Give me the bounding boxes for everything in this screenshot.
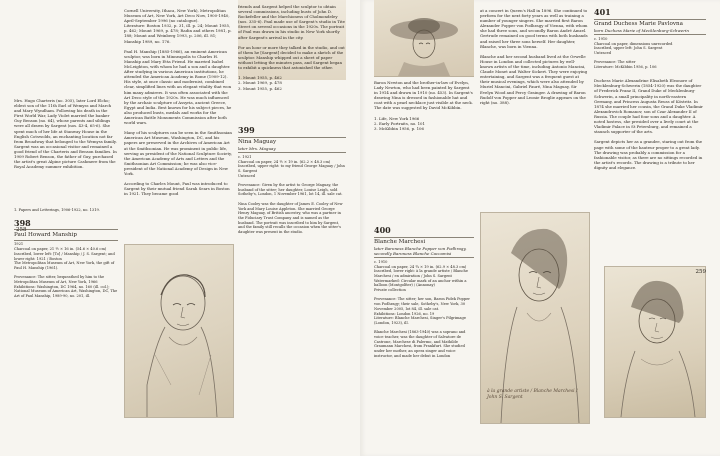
right-page-number: 259 [695,269,706,276]
entry-399-body: c. 1921 Charcoal on paper, 24 ½ × 19 in. (62.2 × 48.3 cm) Inscribed, upper right: to my friend George Maguay / John S. Sargent Untraced Provenance: Given by the artist to George Maguay, the husband of the sitter; her daughter, Louise Leigh, sold Sotheby's, London, 1 November 1961, lot 14, ill. sale cat. Nina Cooley was the daughter of James E. Cooley of New York and Mary Louise Appleton. She married George Henry Maguay, of British ancestry, who was a partner in the Fiduciary Trust Company and is named as the husband. The portrait was inscribed to him by Sargent, and the family still recalls the occasion when the sitter's daughter was present in the studio. [238,154,345,235]
entry-401-rule-2 [594,34,706,35]
entry-399-number: 399 [238,125,255,135]
entry-399-rule [238,137,346,138]
entry-400-body: c. 1910 Charcoal on paper, 24 ¾ × 19 in. (62.9 × 48.3 cm) Inscribed, lower right: à la grande artiste / Blanche Marchesi / en admiration / John S. Sargent Watermarked: Circular mark of an anchor within a balloon (Montgolfier) / (Annonay) Private collection Provenance: The sitter; her son, Baron Pidek Popper von Podhragy; their sale, Sotheby's, New York, 30 November 2005, lot 84, ill. sale cat. Exhibitions: London 1926, no. 19 Literature: Blanche Marchesi, Singer's Pilgrimage (London, 1923), ill. Blanche Marchesi (1863-1940) was a soprano and voice teacher, was the daughter of Salvatore de Castrone, Marchese di Palermo, and Mathilde Graumann Marchesi, from Frankfurt. She studied under her mother, an opera singer and voice instructor, and made her debut in London [374,259,471,358]
maguay-portrait-sketch [374,0,474,76]
right-col2-text: at a concert in Queen's Hall in 1896. She continued to perform for the next forty years as well as training a number of younger singers. She married first Baron Alexander Popper von Podhragy of Vienna, with whom she had three sons, and secondly Baron André Amzel. Gertrude remained on good terms with both husbands and raised her three sons herself. Her daughter, Blanche, was born in Vienna. Blanche and her second husband lived at the Orwelle House in London and collected pictures by well-known artists of the time, including Antonio Mancini, Claude Monet and Walter Sickert. They were enjoying entertaining, and Sargent was a frequent guest at their musical evenings, which were also attended by Muriel Mancini, Gabriel Fauré, Nina Maguay, Sir Evelyn Wood and Percy Grainger. A drawing of Baron Rudolf von Popper and Leonie Broglie appears on the right (no. 388). [480,8,588,105]
right-page [360,0,720,456]
grand-duchess-drawing [604,266,706,418]
entry-401-number: 401 [594,7,611,17]
entry-399-rule-2 [238,152,346,153]
entry-398-number: 398 [14,217,31,228]
col3-text: friends and Sargent helped the sculptor to obtain several commissions, including busts of John D. Rockefeller and the Marchioness of Cholmondeley (nos. 335-6). Paul made use of Sargent's studio in Tite Street on several occasions in the 1920s. The portrait of Paul was drawn in his studio in New York shortly after Sargent's arrival in the city. For an hour or more they talked in the studio, and out of them he [Sargent] decided to make a sketch of the sculptor. Manship whipped out a sheet of paper without letting the minutes pass, and Sargent began to exhibit a quickness that astonished the other. 1. Mount 1955, p. 462 2. Mount 1969, p. 478 3. Mount 1955, p. 462 [238,4,345,91]
entry-399-title: Nina Maguay [238,139,277,145]
right-column-3 [594,0,706,280]
entry-400-title: Blanche Marchesi [374,239,426,245]
entry-398-title: Paul Howard Manship [14,231,77,238]
manship-drawing [124,244,234,418]
entry-401-essay: Duchess Marie Alexandrine Elisabeth Eleonore of Mecklenburg-Schwerin (1854-1920) was the daughter of Frederick Franz II, Grand Duke of Mecklenburg-Schwerin, a small principality in north-eastern Germany, and Princess Augusta Reuss of Köstritz. In 1874 she married her cousin, the Grand Duke Vladimir Alexandrovich Romanov, son of Czar Alexander II of Russia. The couple had four sons and a daughter. A noted hostess, she presided over a lively court at the Vladimir Palace in St Petersburg, and remained a staunch supporter of the arts. Sargent depicts her as a grandee, staring out from the page with some of the hauteur proper to a great lady. The drawing was probably a commission for a fashionable visitor, as there are no sittings recorded in the artist's records. The drawing is a tribute to her dignity and elegance. [594,78,703,170]
entry-401-title: Grand Duchess Marie Pavlovna [594,21,683,27]
col2-text: Cornell University, Ithaca, New York), Metropolitan Museum of Art, New York, Art Deco Now, 1900-1940, April-September 1996 (no catalogue). Literature: Boston 1932, p. 31, ill. p. 24; Mount 1955, p. 462; Mount 1969, p. 478; Radin and others 1981, p. 188; Mount and Weinberg 1993, p. 206, ill. 81; Manship 1989, no. 176. Paul H. Manship (1885-1966), an eminent American sculptor, was born in Minneapolis to Charles H. Manship and Mary Etta Friend. He married Isabel McLeighton, with whom he had a son and a daughter. After studying in various American institutions, he attended the American Academy in Rome (1909-12). His style, at once classic and modernist, combined clear, simplified lines with an elegant vitality that won him many admirers. It was often associated with the Art Deco style of the 1920s. He was much influenced by the archaic sculpture of Assyria, ancient Greece, Egypt and India. Best known for his subject pieces, he also produced busts, medals and works for the American Battle Monuments Commission after both world wars. Many of his sculptures can be seen in the Smithsonian American Art Museum, Washington, DC, and his papers are preserved in the Archives of American Art at the Smithsonian. He was prominent in public life, serving as president of the National Sculpture Society, the American Academy of Arts and Letters and the Smithsonian Art Commission; he was also vice-president of the National Academy of Design in New York. According to Charles Mount, Paul was introduced to Sargent by their mutual friend Sarah Sears in Boston in 1921. They became good [124,8,232,197]
entry-400-subtitle: later Baroness Blanche Popper von Podhragy, secondly Baroness Blanche Caccamisi [374,245,467,256]
entry-398-body: 1921 Charcoal on paper, 21 ½ × 16 in. (54.6 × 40.6 cm) Inscribed, lower left: [To] / Manship / J. S. Sargent; and lower right: 1921 / Boston The Metropolitan Museum of Art, New York, the gift of Paul H. Manship (1961). Provenance: The sitter, bequeathed by him to the Metropolitan Museum of Art, New York, 1966 Exhibitions: Washington, DC 1964, no. 160 (ill. col.); National Museum of American Art, Washington, DC, The Art of Paul Manship, 1989-90, no. 201, ill. [14,242,118,299]
right-column-2 [480,0,588,400]
entry-398-rule-2 [14,240,118,241]
maguay-drawing [374,0,474,77]
entry-401-rule [594,19,706,20]
marchesi-inscription: à la grande artiste / Blanche Marchesi / John S. Sargent [487,389,578,400]
entry-401-body: c. 1910 Charcoal on paper, dimensions unrecorded Inscribed, upper left: John S. Sargent Untraced Provenance: The sitter Literature: McKibbin 1956, p. 106 [594,36,673,70]
manship-portrait-sketch [125,245,233,417]
left-page-number: 258 [16,227,27,233]
right-column-1 [374,80,474,411]
entry-400-rule [374,237,474,238]
grand-duchess-portrait-sketch [605,267,705,417]
left-column-1 [14,0,118,396]
marchesi-drawing [480,212,590,424]
right-col1-top: Baron Newton and the brother-in-law of Evelyn, Lady Newton, who had been painted by Sargent in 1914 and drawn in 1910 (no. 453). In Sargent's drawing Nina is dressed in fashionable hat and coat with a pearl necklace just visible at the neck. The date was suggested by David McKibbin. 1. Life, New York 1966 2. Early Portraits, no. 101 3. McKibbin 1956, p. 106 [374,80,473,131]
entry-399 [238,126,346,346]
portrait-image-placeholder [14,8,118,98]
entry-399-subtitle: later Mrs. Maguay [238,145,276,151]
entry-400-rule-2 [374,257,474,258]
entry-400-number: 400 [374,225,391,235]
entry-398-rule [14,229,118,230]
col1-footnote: 1. Papers and Letterings, 1906-1922, no. 1319. [14,208,100,212]
entry-401-subtitle: born Duchess Marie of Mecklenburg-Schwerin [594,27,689,33]
col1-caption-text: Mrs. Hugo Charteris (no. 305), later Lord Elcho; eldest son of the 11th Earl of Wemyss and March and Mary Wyndham. Following his death in the First World War, Lady Violet married the banker Guy Benson (no. 64), whose parents and siblings were all drawn by Sargent (nos. 43-4, 65-6). She spent much of her life at Stanway House in the English Cotswolds, an enchanting location not far from Broadway that belonged to the Wemyss family. Sargent was an occasional visitor and remained a good friend of the Charteris and Benson families. In 1909 Robert Benson, the father of Guy, purchased the artist's great Alpine picture Cashmere from the Royal Academy summer exhibition. [14,98,117,170]
